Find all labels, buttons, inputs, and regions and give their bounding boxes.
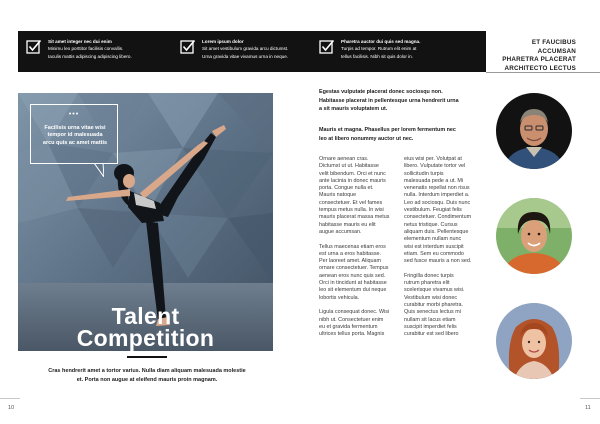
- feature-title: Pharetra auctor dui quis sed magna.: [341, 39, 421, 44]
- title-rule: [127, 356, 167, 358]
- body-column-left: [319, 156, 398, 346]
- quote-tail: [94, 163, 104, 177]
- body-line: malesuada pede a ut. Mi: [404, 177, 464, 184]
- body-paragraph: [319, 244, 398, 302]
- body-column-right: [404, 156, 487, 346]
- body-line: Leo ad sociosqu. Duis nunc: [404, 199, 471, 206]
- hero-title: [18, 305, 273, 349]
- body-line: Fringilla donec turpis: [404, 272, 454, 279]
- body-line: rutrum pharetra elit: [404, 280, 450, 287]
- body-line: vestibulum. Feugiat felis: [404, 207, 462, 214]
- body-line: habitasse mauris eu elit: [319, 221, 376, 228]
- body-line: curabitur est sed libero: [404, 331, 459, 338]
- body-line: consectetuer. Et vel fames: [319, 199, 383, 206]
- lead-line: a sit mauris voluptatem ut.: [319, 106, 388, 112]
- body-line: elementum nullam nunc: [404, 236, 462, 243]
- feature-bar: [18, 31, 486, 72]
- woman-portrait: [496, 303, 572, 379]
- caption-line: et. Porta non augue at eleifend mauris proin magnam.: [76, 376, 218, 383]
- body-line: velit bibendum. Orci et nunc: [319, 170, 386, 177]
- body-line: sed fusce mauris a non sed.: [404, 258, 472, 265]
- body-line: est urna a eros habitasse.: [319, 250, 382, 257]
- hero-title-line: Talent: [111, 303, 180, 329]
- section-heading-line: ARCHITECTO LECTUS: [504, 64, 576, 72]
- body-paragraph: [319, 156, 398, 236]
- body-line: ante lacinia in donec mauris: [319, 177, 386, 184]
- body-line: Dictumst ut ut. Habitasse: [319, 163, 379, 170]
- heading-rule: [486, 72, 600, 73]
- quote-line: tempor id malesuada: [47, 132, 103, 139]
- body-line: netus tristique. Cursus: [404, 221, 458, 228]
- body-paragraph: [404, 156, 487, 265]
- body-line: aenean eros nunc quis sed.: [319, 272, 386, 279]
- quote-text: [35, 125, 115, 147]
- section-heading-line: PHARETRA PLACERAT: [502, 56, 576, 64]
- feature-title: Sit amet integer nec dui enim: [48, 39, 112, 44]
- body-line: ultrices tellus porta. Magnis: [319, 331, 385, 338]
- body-line: Tellus maecenas etiam eros: [319, 243, 386, 250]
- footer-rule-left: [0, 398, 20, 399]
- feature-line: Minimu leo porttitor facilisis convallis.: [48, 46, 124, 52]
- body-paragraph: [404, 273, 487, 339]
- body-line: aliquam duis. Pellentesque: [404, 228, 469, 235]
- feature-item-1: [26, 38, 176, 66]
- body-line: wisi est interdum suscipit: [404, 243, 464, 250]
- body-line: porta. Congue nulla et.: [319, 185, 374, 192]
- body-line: curabitur morbi pharetra.: [404, 301, 464, 308]
- body-line: Quis senectus lectus mi: [404, 309, 461, 316]
- checkbox-icon: [319, 39, 335, 55]
- body-line: nullam sit lacus etiam: [404, 316, 456, 323]
- hero-caption: [28, 367, 266, 384]
- quote-dots: •••: [68, 111, 80, 118]
- quote-bubble: [30, 104, 118, 164]
- quote-line: Facilisis urna vitae wisi: [44, 125, 106, 131]
- lead-line: Habitasse placerat in pellentesque urna hendrerit urna: [319, 97, 459, 104]
- feature-item-2: [180, 38, 330, 66]
- feature-item-3: [319, 38, 469, 66]
- feature-line: Sit amet vestibulum gravida arcu dictumst.: [202, 46, 289, 52]
- body-line: mauris placerat massa metus: [319, 214, 390, 221]
- body-line: tempus metus nulla. In wisi: [319, 207, 384, 214]
- body-line: suscipit imperdiet felis: [404, 323, 457, 330]
- feature-line: Urna gravida vitae vivamus urna in neque.: [202, 53, 289, 59]
- lead-line: leo at libero nonummy auctor ut nec.: [319, 135, 414, 142]
- body-line: nibh ut. Consectetuer enim: [319, 316, 384, 323]
- body-line: etiam. Sem eu commodo: [404, 250, 464, 257]
- body-line: eius wisi per. Volutpat at: [404, 156, 462, 162]
- man-portrait: [496, 93, 572, 169]
- body-line: ornare consectetuer. Tempus: [319, 265, 389, 272]
- body-line: nulla. Interdum imperdiet a.: [404, 192, 470, 199]
- body-line: libero. Vulputate tortor vel: [404, 163, 466, 170]
- body-line: leo sit elementum dui neque: [319, 287, 387, 294]
- body-line: Ornare aenean cras.: [319, 156, 369, 162]
- lead-line: Egestas vulputate placerat donec sociosqu non.: [319, 89, 443, 95]
- checkbox-icon: [26, 39, 42, 55]
- lead-paragraph-1: [319, 88, 489, 114]
- page-number-right: 11: [585, 405, 591, 411]
- body-line: Vestibulum wisi donec: [404, 294, 458, 301]
- caption-line: Cras hendrerit amet a tortor varius. Nulla diam aliquam malesuada molestie: [48, 368, 246, 374]
- body-line: scelerisque vivamus wisi.: [404, 287, 465, 294]
- page-number-left: 10: [8, 405, 15, 411]
- body-line: Ligula consequat donec. Wisi: [319, 309, 390, 316]
- body-line: augue accumsan.: [319, 228, 362, 235]
- feature-line: Turpis ad tempor. Rutrum elit enim at: [341, 46, 417, 52]
- body-line: lobortis vehicula.: [319, 294, 360, 301]
- body-line: venenatis repellat non risus: [404, 185, 470, 192]
- checkbox-icon: [180, 39, 196, 55]
- body-line: Orci in tincidunt at habitasse: [319, 280, 387, 287]
- quote-line: arcu quis ac amet mattis: [42, 139, 108, 146]
- lead-line: Mauris et magna. Phasellus per lorem fermentum nec: [319, 127, 456, 133]
- hero-title-line: Competition: [76, 325, 215, 351]
- footer-rule-right: [580, 398, 600, 399]
- feature-line: Iaculis mattis adipiscing adipiscing libero.: [48, 53, 132, 59]
- section-heading: [492, 39, 576, 73]
- body-line: Mauris natoque: [319, 192, 357, 199]
- body-line: sollicitudin turpis: [404, 170, 444, 177]
- body-paragraph: [319, 309, 398, 338]
- young-man-portrait: [496, 198, 572, 274]
- feature-title: Lorem ipsum dolor: [202, 39, 244, 44]
- body-line: Per laoreet amet. Aliquam: [319, 258, 382, 265]
- feature-line: tellus facilisis. Nibh sit quis dolor in.: [341, 53, 413, 59]
- body-line: consectetuer. Condimentum: [404, 214, 472, 221]
- section-heading-line: ET FAUCIBUS ACCUMSAN: [531, 39, 576, 55]
- body-line: eu et gravida fermentum: [319, 323, 378, 330]
- lead-paragraph-2: [319, 126, 489, 143]
